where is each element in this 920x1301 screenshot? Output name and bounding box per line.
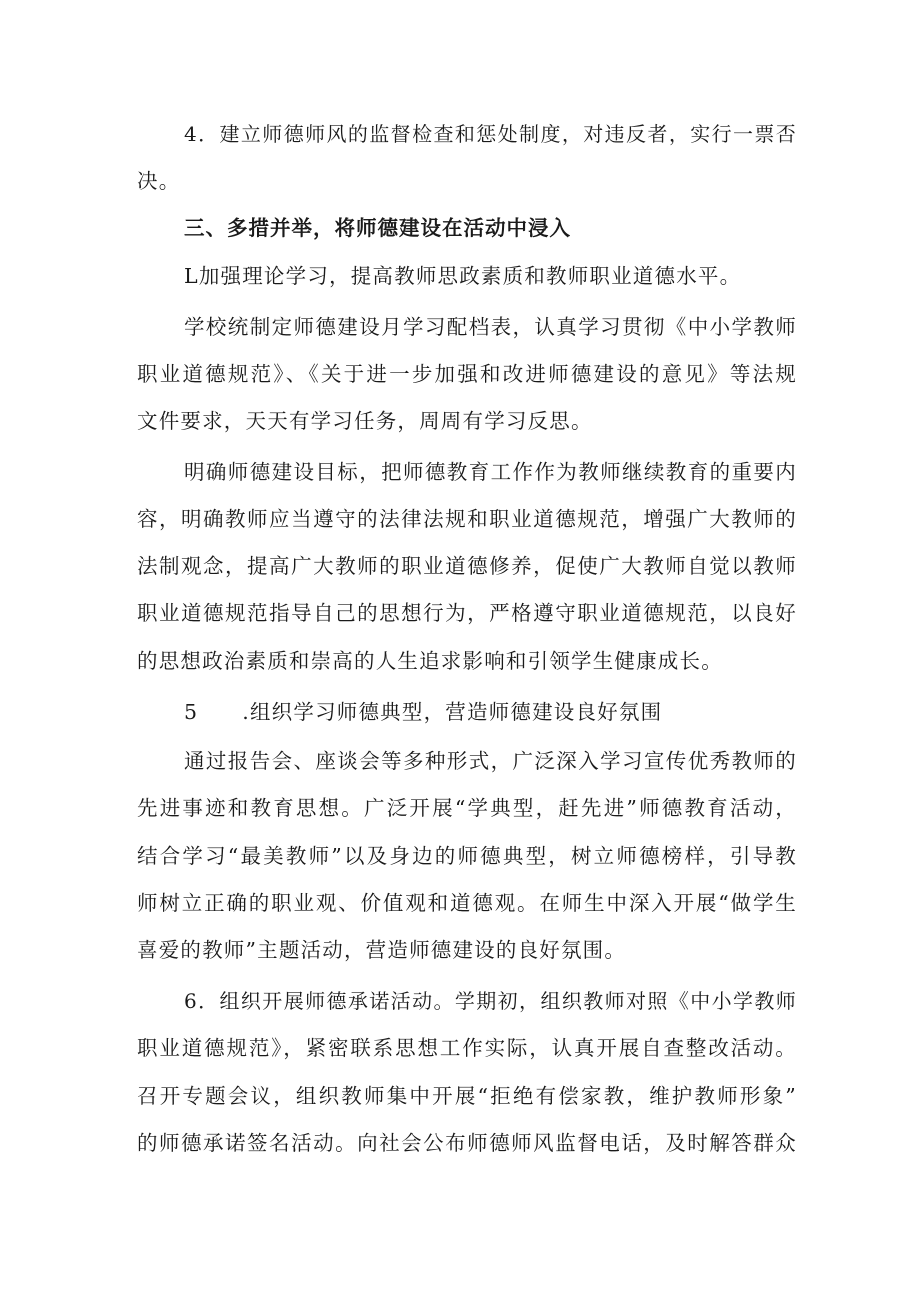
paragraph-model-line-4: 师树立正确的职业观、价值观和道德观。在师生中深入开展“做学生 xyxy=(137,891,797,915)
paragraph-pledge-line-2: 职业道德规范》，紧密联系思想工作实际，认真开展自查整改活动。 xyxy=(137,1036,797,1060)
paragraph-goal-line-4: 职业道德规范指导自己的思想行为，严格遵守职业道德规范，以良好 xyxy=(137,601,797,625)
item-5-number: 5 xyxy=(184,700,199,724)
paragraph-goal-line-3: 法制观念，提高广大教师的职业道德修养，促使广大教师自觉以教师 xyxy=(137,554,797,578)
paragraph-model-line-3: 结合学习“最美教师”以及身边的师德典型，树立师德榜样，引导教 xyxy=(137,844,797,868)
paragraph-study-line-1: 学校统制定师德建设月学习配档表，认真学习贯彻《中小学教师 xyxy=(184,315,797,339)
paragraph-4-line-1: 4．建立师德师风的监督检查和惩处制度，对违反者，实行一票否 xyxy=(184,122,797,146)
paragraph-pledge-line-3: 召开专题会议，组织教师集中开展“拒绝有偿家教，维护教师形象” xyxy=(137,1084,797,1108)
item-1-title: L加强理论学习，提高教师思政素质和教师职业道德水平。 xyxy=(184,264,742,288)
paragraph-study-line-3: 文件要求，天天有学习任务，周周有学习反思。 xyxy=(137,409,593,433)
paragraph-4-line-2: 决。 xyxy=(137,169,181,193)
paragraph-pledge-line-1: 6．组织开展师德承诺活动。学期初，组织教师对照《中小学教师 xyxy=(184,989,797,1013)
paragraph-goal-line-1: 明确师德建设目标，把师德教育工作作为教师继续教育的重要内 xyxy=(184,460,797,484)
paragraph-study-line-2: 职业道德规范》、《关于进一步加强和改进师德建设的意见》等法规 xyxy=(137,362,797,386)
paragraph-pledge-line-4: 的师德承诺签名活动。向社会公布师德师风监督电话，及时解答群众 xyxy=(137,1131,797,1155)
paragraph-goal-line-2: 容，明确教师应当遵守的法律法规和职业道德规范，增强广大教师的 xyxy=(137,507,797,531)
paragraph-goal-line-5: 的思想政治素质和崇高的人生追求影响和引领学生健康成长。 xyxy=(137,649,723,673)
paragraph-model-line-5: 喜爱的教师”主题活动，营造师德建设的良好氛围。 xyxy=(137,938,627,962)
item-5-title xyxy=(184,698,797,726)
item-5-text: .组织学习师德典型，营造师德建设良好氛围 xyxy=(242,700,663,724)
paragraph-model-line-1: 通过报告会、座谈会等多种形式，广泛深入学习宣传优秀教师的 xyxy=(184,749,797,773)
paragraph-model-line-2: 先进事迹和教育思想。广泛开展“学典型，赶先进”师德教育活动， xyxy=(137,796,797,820)
section-heading-3: 三、多措并举，将师德建设在活动中浸入 xyxy=(184,216,571,240)
